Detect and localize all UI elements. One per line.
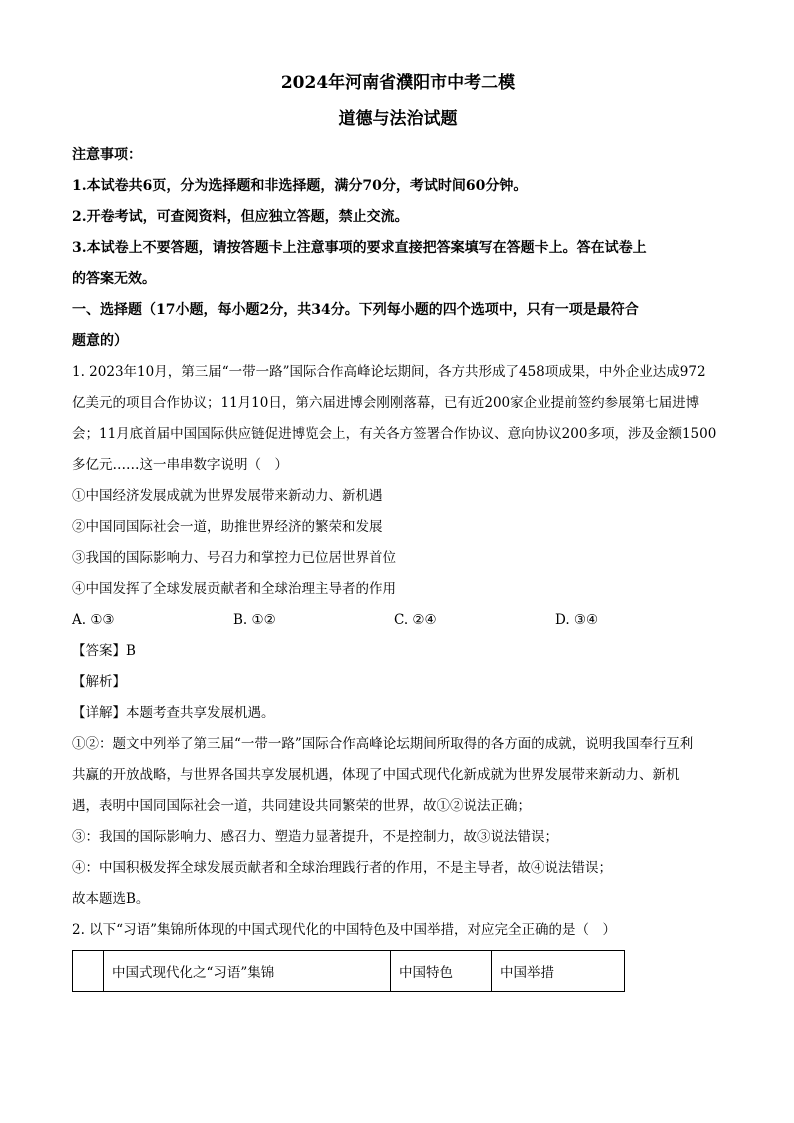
q1-stem-line-3: 会；11月底首届中国国际供应链促进博览会上，有关各方签署合作协议、意向协议200多项，涉及金额1500	[72, 426, 717, 442]
q1-stem-line-1: 1. 2023年10月，第三届“一带一路”国际合作高峰论坛期间，各方共形成了458项成果，中外企业达成972	[72, 364, 706, 380]
section-heading-2: 题意的）	[72, 333, 128, 349]
detail-tag: 【详解】	[72, 705, 126, 721]
q1-option-c: C. ②④	[394, 612, 437, 628]
q1-option-b: B. ①②	[233, 612, 276, 628]
q1-analysis-tag: 【解析】	[72, 674, 126, 690]
q1-statement-4: ④中国发挥了全球发展贡献者和全球治理主导者的作用	[72, 581, 396, 597]
table-header-feature: 中国特色	[391, 951, 492, 992]
q1-statement-2: ②中国同国际社会一道，助推世界经济的繁荣和发展	[72, 519, 383, 535]
notice-item-2: 2.开卷考试，可查阅资料，但应独立答题，禁止交流。	[72, 209, 409, 225]
notice-item-3a: 3.本试卷上不要答题，请按答题卡上注意事项的要求直接把答案填写在答题卡上。答在试卷上	[72, 240, 647, 256]
q1-conclusion: 故本题选B。	[72, 891, 150, 907]
q2-stem: 2. 以下“习语”集锦所体现的中国式现代化的中国特色及中国举措，对应完全正确的是（ ）	[72, 922, 616, 938]
q1-explanation-1-line-1: ①②：题文中列举了第三届“一带一路”国际合作高峰论坛期间所取得的各方面的成就，说明我国奉行互利	[72, 736, 694, 752]
q1-options	[72, 605, 724, 636]
q1-option-a: A. ①③	[72, 612, 115, 628]
q1-detail	[72, 698, 724, 729]
table-header-quotes: 中国式现代化之“习语”集锦	[104, 951, 391, 992]
q1-option-d: D. ③④	[555, 612, 599, 628]
answer-tag: 【答案】	[72, 643, 126, 659]
answer-value: B	[126, 643, 136, 659]
detail-intro: 本题考查共享发展机遇。	[126, 705, 275, 721]
q1-explanation-1-line-3: 遇，表明中国同国际社会一道，共同建设共同繁荣的世界，故①②说法正确；	[72, 798, 531, 814]
q1-explanation-3: ③：我国的国际影响力、感召力、塑造力显著提升，不是控制力，故③说法错误；	[72, 829, 558, 845]
table-row	[73, 951, 625, 992]
notice-heading: 注意事项：	[72, 147, 142, 163]
section-heading-1: 一、选择题（17小题，每小题2分，共34分。下列每小题的四个选项中，只有一项是最符合	[72, 302, 639, 318]
q1-stem-line-4: 多亿元……这一串串数字说明（ ）	[72, 457, 288, 473]
q1-statement-1: ①中国经济发展成就为世界发展带来新动力、新机遇	[72, 488, 383, 504]
exam-title: 2024年河南省濮阳市中考二模	[280, 73, 516, 93]
notice-item-1: 1.本试卷共6页，分为选择题和非选择题，满分70分，考试时间60分钟。	[72, 178, 528, 194]
notice-item-3b: 的答案无效。	[72, 271, 156, 287]
q1-explanation-1-line-2: 共赢的开放战略，与世界各国共享发展机遇，体现了中国式现代化新成就为世界发展带来新动力、新机	[72, 767, 680, 783]
exam-page	[72, 60, 724, 992]
q1-explanation-4: ④：中国积极发挥全球发展贡献者和全球治理践行者的作用，不是主导者，故④说法错误；	[72, 860, 612, 876]
q1-statement-3: ③我国的国际影响力、号召力和掌控力已位居世界首位	[72, 550, 396, 566]
q2-table	[72, 950, 625, 992]
table-header-blank	[73, 951, 104, 992]
exam-subject: 道德与法治试题	[338, 109, 458, 129]
q1-answer	[72, 636, 724, 667]
table-header-measure: 中国举措	[492, 951, 625, 992]
q1-stem-line-2: 亿美元的项目合作协议；11月10日，第六届进博会刚刚落幕，已有近200家企业提前签约参展第七届进博	[72, 395, 700, 411]
